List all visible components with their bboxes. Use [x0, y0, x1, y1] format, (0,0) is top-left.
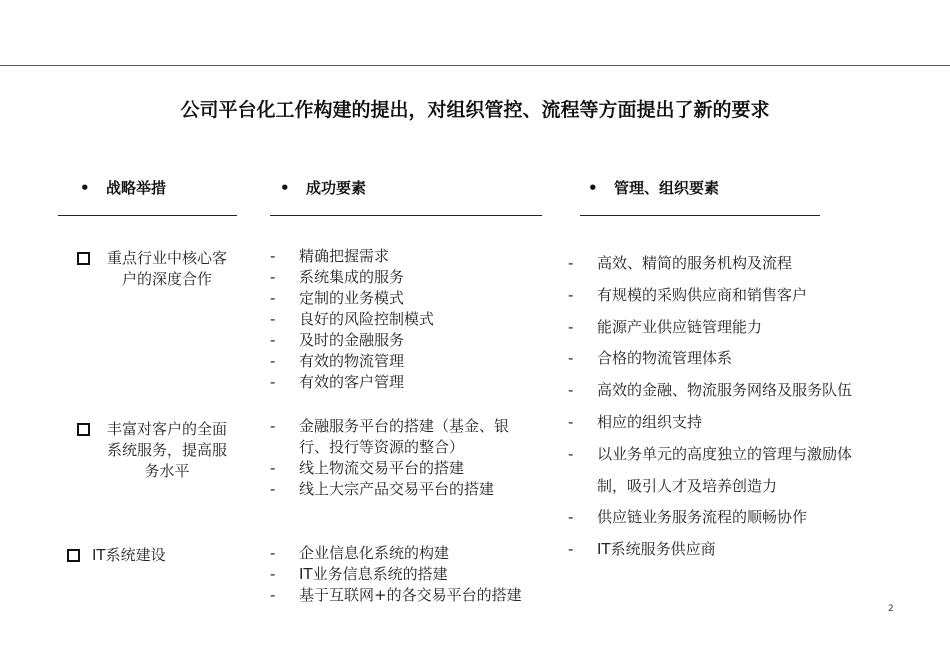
strategy-text: 重点行业中核心客户的深度合作: [106, 249, 227, 288]
success-list: [268, 416, 530, 500]
page-number: 2: [888, 604, 894, 614]
list-item: - 有效的物流管理: [268, 351, 530, 372]
column-label: 战略举措: [106, 179, 167, 197]
column-header-strategy: [80, 177, 166, 198]
column-header-management: [588, 177, 719, 198]
column-label: 管理、组织要素: [614, 179, 720, 197]
column-underline: [270, 215, 542, 216]
list-item: - 供应链业务服务流程的顺畅协作: [566, 502, 862, 534]
success-list: [268, 543, 530, 606]
strategy-text: IT系统建设: [92, 546, 166, 564]
list-item: - 企业信息化系统的构建: [268, 543, 530, 564]
checkbox-square-icon: [77, 423, 90, 436]
list-item: - 定制的业务模式: [268, 288, 530, 309]
list-item: - 能源产业供应链管理能力: [566, 312, 862, 344]
list-item: - 线上物流交易平台的搭建: [268, 458, 530, 479]
header-divider: [0, 65, 950, 66]
bullet-icon: •: [588, 179, 598, 197]
list-item: - 及时的金融服务: [268, 330, 530, 351]
list-item: - IT业务信息系统的搭建: [268, 564, 530, 585]
list-item: - 有规模的采购供应商和销售客户: [566, 280, 862, 312]
column-underline: [580, 215, 820, 216]
list-item: - 有效的客户管理: [268, 372, 530, 393]
list-item: - 线上大宗产品交易平台的搭建: [268, 479, 530, 500]
list-item: - 合格的物流管理体系: [566, 343, 862, 375]
list-item: - 良好的风险控制模式: [268, 309, 530, 330]
checkbox-square-icon: [67, 549, 80, 562]
list-item: - IT系统服务供应商: [566, 534, 862, 566]
page-title: 公司平台化工作构建的提出，对组织管控、流程等方面提出了新的要求: [180, 99, 770, 121]
bullet-icon: •: [280, 179, 290, 197]
list-item: - 高效的金融、物流服务网络及服务队伍: [566, 375, 862, 407]
list-item: - 基于互联网+的各交易平台的搭建: [268, 585, 530, 606]
column-underline: [58, 215, 237, 216]
list-item: - 系统集成的服务: [268, 267, 530, 288]
management-list: [566, 248, 862, 566]
strategy-text: 丰富对客户的全面系统服务，提高服务水平: [106, 420, 227, 480]
bullet-icon: •: [80, 179, 90, 197]
list-item: - 高效、精简的服务机构及流程: [566, 248, 862, 280]
checkbox-square-icon: [77, 252, 90, 265]
list-item: - 金融服务平台的搭建（基金、银行、投行等资源的整合）: [268, 416, 530, 458]
list-item: - 以业务单元的高度独立的管理与激励体制，吸引人才及培养创造力: [566, 439, 862, 503]
column-label: 成功要素: [306, 179, 367, 197]
success-list: [268, 246, 530, 393]
list-item: - 精确把握需求: [268, 246, 530, 267]
column-header-success: [280, 177, 366, 198]
list-item: - 相应的组织支持: [566, 407, 862, 439]
